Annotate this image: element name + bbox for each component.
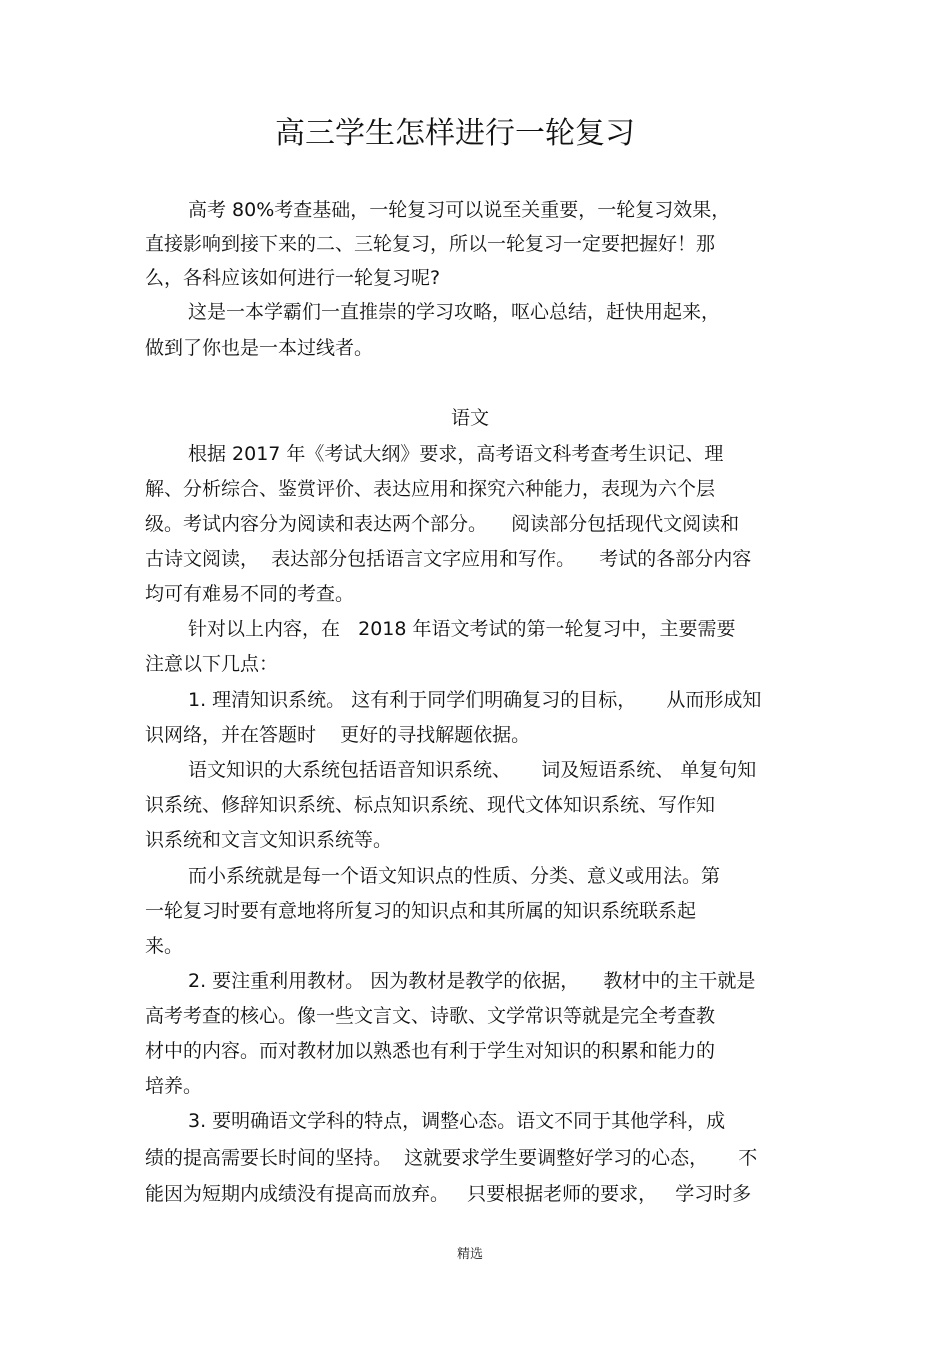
para1-line-1: 根据 2017 年《考试大纲》要求，高考语文科考查考生识记、理 — [188, 443, 724, 465]
intro-p2-line-2: 做到了你也是一本过线者。 — [145, 337, 374, 359]
intro-p1-line-2: 直接影响到接下来的二、三轮复习，所以一轮复习一定要把握好！那 — [145, 233, 716, 255]
para4-line-3: 识系统和文言文知识系统等。 — [145, 829, 393, 851]
para6-line-2: 高考考查的核心。像一些文言文、诗歌、文学常识等就是完全考查教 — [145, 1005, 716, 1027]
intro-p1-line-1: 高考 80%考查基础，一轮复习可以说至关重要，一轮复习效果， — [188, 199, 731, 221]
para5-line-3: 来。 — [145, 935, 184, 957]
intro-p1-line-3: 么，各科应该如何进行一轮复习呢? — [145, 267, 441, 289]
section-heading-chinese: 语文 — [450, 407, 489, 429]
para2-line-1: 针对以上内容，在 2018 年语文考试的第一轮复习中，主要需要 — [188, 618, 736, 640]
document-title: 高三学生怎样进行一轮复习 — [275, 116, 635, 151]
para6-line-4: 培养。 — [145, 1075, 203, 1097]
para1-line-2: 解、分析综合、鉴赏评价、表达应用和探究六种能力，表现为六个层 — [145, 478, 716, 500]
para6-line-3: 材中的内容。而对教材加以熟悉也有利于学生对知识的积累和能力的 — [145, 1040, 716, 1062]
para5-line-1: 而小系统就是每一个语文知识点的性质、分类、意义或用法。第 — [188, 865, 721, 887]
intro-p2-line-1: 这是一本学霸们一直推崇的学习攻略，呕心总结，赶快用起来， — [188, 301, 721, 323]
para4-line-1: 语文知识的大系统包括语音知识系统、 词及短语系统、 单复句知 — [188, 759, 757, 781]
para3-line-1: 1. 理清知识系统。 这有利于同学们明确复习的目标， 从而形成知 — [188, 689, 762, 711]
para7-line-1: 3. 要明确语文学科的特点，调整心态。语文不同于其他学科，成 — [188, 1110, 726, 1132]
para4-line-2: 识系统、修辞知识系统、标点知识系统、现代文体知识系统、写作知 — [145, 794, 716, 816]
para2-line-2: 注意以下几点： — [145, 653, 279, 675]
para6-line-1: 2. 要注重利用教材。 因为教材是教学的依据， 教材中的主干就是 — [188, 970, 756, 992]
para7-line-3: 能因为短期内成绩没有提高而放弃。 只要根据老师的要求， 学习时多 — [145, 1183, 752, 1205]
para5-line-2: 一轮复习时要有意地将所复习的知识点和其所属的知识系统联系起 — [145, 900, 697, 922]
para1-line-4: 古诗文阅读， 表达部分包括语言文字应用和写作。 考试的各部分内容 — [145, 548, 752, 570]
page-footer-label: 精选 — [456, 1247, 483, 1262]
para1-line-3: 级。考试内容分为阅读和表达两个部分。 阅读部分包括现代文阅读和 — [145, 513, 740, 535]
para7-line-2: 绩的提高需要长时间的坚持。 这就要求学生要调整好学习的心态， 不 — [145, 1147, 758, 1169]
para3-line-2: 识网络，并在答题时 更好的寻找解题依据。 — [145, 724, 531, 746]
para1-line-5: 均可有难易不同的考查。 — [145, 583, 355, 605]
